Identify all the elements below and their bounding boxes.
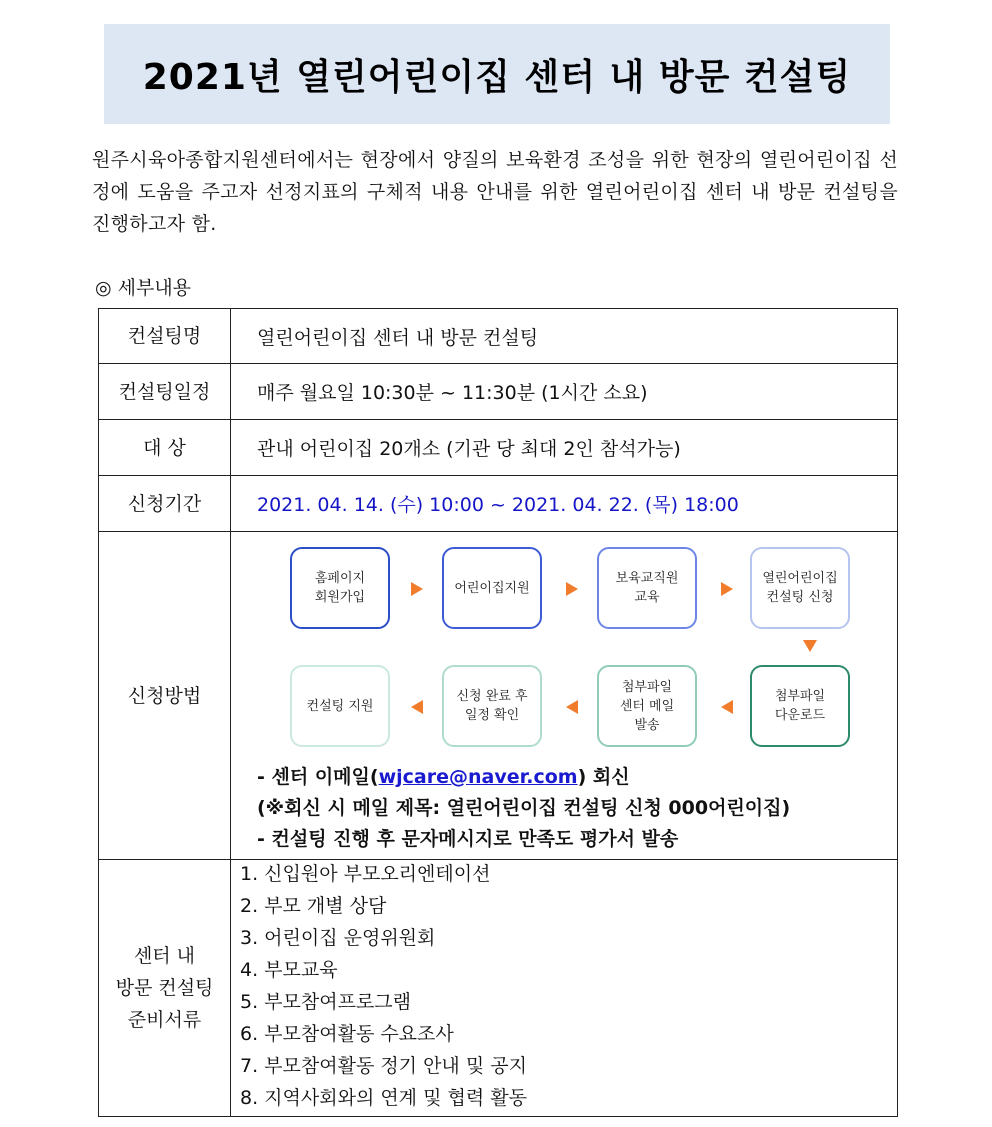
list-item: 6. 부모참여활동 수요조사 bbox=[240, 1023, 454, 1045]
flow-step-email-send-line1: 첨부파일 bbox=[621, 679, 673, 695]
flow-step-signup-line2: 회원가입 bbox=[314, 590, 366, 605]
row-label-docs-line2: 방문 컨설팅 bbox=[115, 977, 214, 999]
flow-step-attachment-download bbox=[750, 665, 850, 747]
note-survey: - 컨설팅 진행 후 문자메시지로 만족도 평가서 발송 bbox=[257, 828, 679, 850]
note-email-suffix: ) 회신 bbox=[577, 766, 630, 788]
arrow-left-icon bbox=[721, 700, 733, 714]
list-item: 2. 부모 개별 상담 bbox=[240, 895, 387, 917]
document-title: 2021년 열린어린이집 센터 내 방문 컨설팅 bbox=[142, 56, 852, 98]
method-flow-cell bbox=[231, 532, 898, 860]
note-email-prefix: - 센터 이메일( bbox=[257, 766, 379, 788]
arrow-left-icon bbox=[411, 700, 423, 714]
list-item: 7. 부모참여활동 정기 안내 및 공지 bbox=[240, 1055, 527, 1077]
row-value-period: 2021. 04. 14. (수) 10:00 ~ 2021. 04. 22. (목) 18:00 bbox=[231, 476, 898, 532]
row-label-docs bbox=[99, 860, 231, 1117]
flow-step-attachment-download-line2: 다운로드 bbox=[774, 708, 826, 723]
note-mail-subject: (※회신 시 메일 제목: 열린어린이집 컨설팅 신청 000어린이집) bbox=[257, 797, 791, 819]
arrow-right-icon bbox=[411, 582, 423, 596]
table-row-method bbox=[99, 532, 898, 860]
flow-step-consulting-support-line1: 컨설팅 지원 bbox=[306, 698, 374, 714]
arrow-right-icon bbox=[721, 582, 733, 596]
row-value-target: 관내 어린이집 20개소 (기관 당 최대 2인 참석가능) bbox=[231, 420, 898, 476]
email-link[interactable]: wjcare@naver.com bbox=[378, 766, 578, 788]
row-label-docs-line3: 준비서류 bbox=[127, 1009, 202, 1031]
row-label-period: 신청기간 bbox=[99, 476, 231, 532]
flow-step-daycare-support bbox=[442, 547, 542, 629]
row-label-name: 컨설팅명 bbox=[99, 309, 231, 364]
table-row-schedule bbox=[99, 364, 898, 420]
table-row-period bbox=[99, 476, 898, 532]
details-table bbox=[98, 308, 898, 1117]
row-label-schedule: 컨설팅일정 bbox=[99, 364, 231, 420]
flow-step-schedule-check-line2: 일정 확인 bbox=[464, 708, 520, 723]
list-item: 3. 어린이집 운영위원회 bbox=[240, 927, 436, 949]
arrow-right-icon bbox=[566, 582, 578, 596]
flow-step-staff-education bbox=[597, 547, 697, 629]
list-item: 5. 부모참여프로그램 bbox=[240, 991, 411, 1013]
process-flow bbox=[231, 532, 897, 859]
flow-step-signup-line1: 홈페이지 bbox=[314, 571, 366, 586]
documents-list bbox=[231, 860, 897, 1116]
flow-step-schedule-check-line1: 신청 완료 후 bbox=[456, 689, 528, 704]
note-email-line bbox=[257, 762, 790, 793]
table-row-name bbox=[99, 309, 898, 364]
list-item: 1. 신입원아 부모오리엔테이션 bbox=[240, 863, 491, 885]
table-row-docs bbox=[99, 860, 898, 1117]
row-label-method: 신청방법 bbox=[99, 532, 231, 860]
flow-step-email-send-line3: 발송 bbox=[634, 717, 660, 733]
flow-step-staff-education-line1: 보육교직원 bbox=[615, 571, 679, 586]
documents-cell bbox=[231, 860, 898, 1117]
flow-step-attachment-download-line1: 첨부파일 bbox=[774, 689, 826, 704]
row-value-schedule: 매주 월요일 10:30분 ~ 11:30분 (1시간 소요) bbox=[231, 364, 898, 420]
intro-paragraph: 원주시육아종합지원센터에서는 현장에서 양질의 보육환경 조성을 위한 현장의 열린어린이집 선정에 도움을 주고자 선정지표의 구체적 내용 안내를 위한 열린어린이집 센터 내 방문 컨설팅을 진행하고자 함. bbox=[92, 149, 898, 235]
table-row-target bbox=[99, 420, 898, 476]
flow-step-email-send bbox=[597, 665, 697, 747]
flow-step-daycare-support-line1: 어린이집지원 bbox=[454, 580, 530, 596]
flow-step-consulting-support bbox=[290, 665, 390, 747]
list-item: 4. 부모교육 bbox=[240, 959, 338, 981]
list-item: 8. 지역사회와의 연계 및 협력 활동 bbox=[240, 1087, 527, 1109]
application-notes bbox=[257, 762, 790, 855]
arrow-down-icon bbox=[803, 640, 817, 652]
row-value-name: 열린어린이집 센터 내 방문 컨설팅 bbox=[231, 309, 898, 364]
section-label: ◎ 세부내용 bbox=[95, 277, 192, 299]
row-label-docs-line1: 센터 내 bbox=[133, 945, 196, 967]
flow-step-email-send-line2: 센터 메일 bbox=[619, 698, 675, 714]
flow-step-consulting-apply-line1: 열린어린이집 bbox=[762, 571, 838, 586]
flow-step-consulting-apply bbox=[750, 547, 850, 629]
flow-step-signup bbox=[290, 547, 390, 629]
arrow-left-icon bbox=[566, 700, 578, 714]
title-banner bbox=[104, 24, 890, 124]
flow-step-consulting-apply-line2: 컨설팅 신청 bbox=[766, 590, 834, 605]
flow-step-schedule-check bbox=[442, 665, 542, 747]
row-label-target: 대 상 bbox=[99, 420, 231, 476]
flow-step-staff-education-line2: 교육 bbox=[634, 590, 660, 605]
